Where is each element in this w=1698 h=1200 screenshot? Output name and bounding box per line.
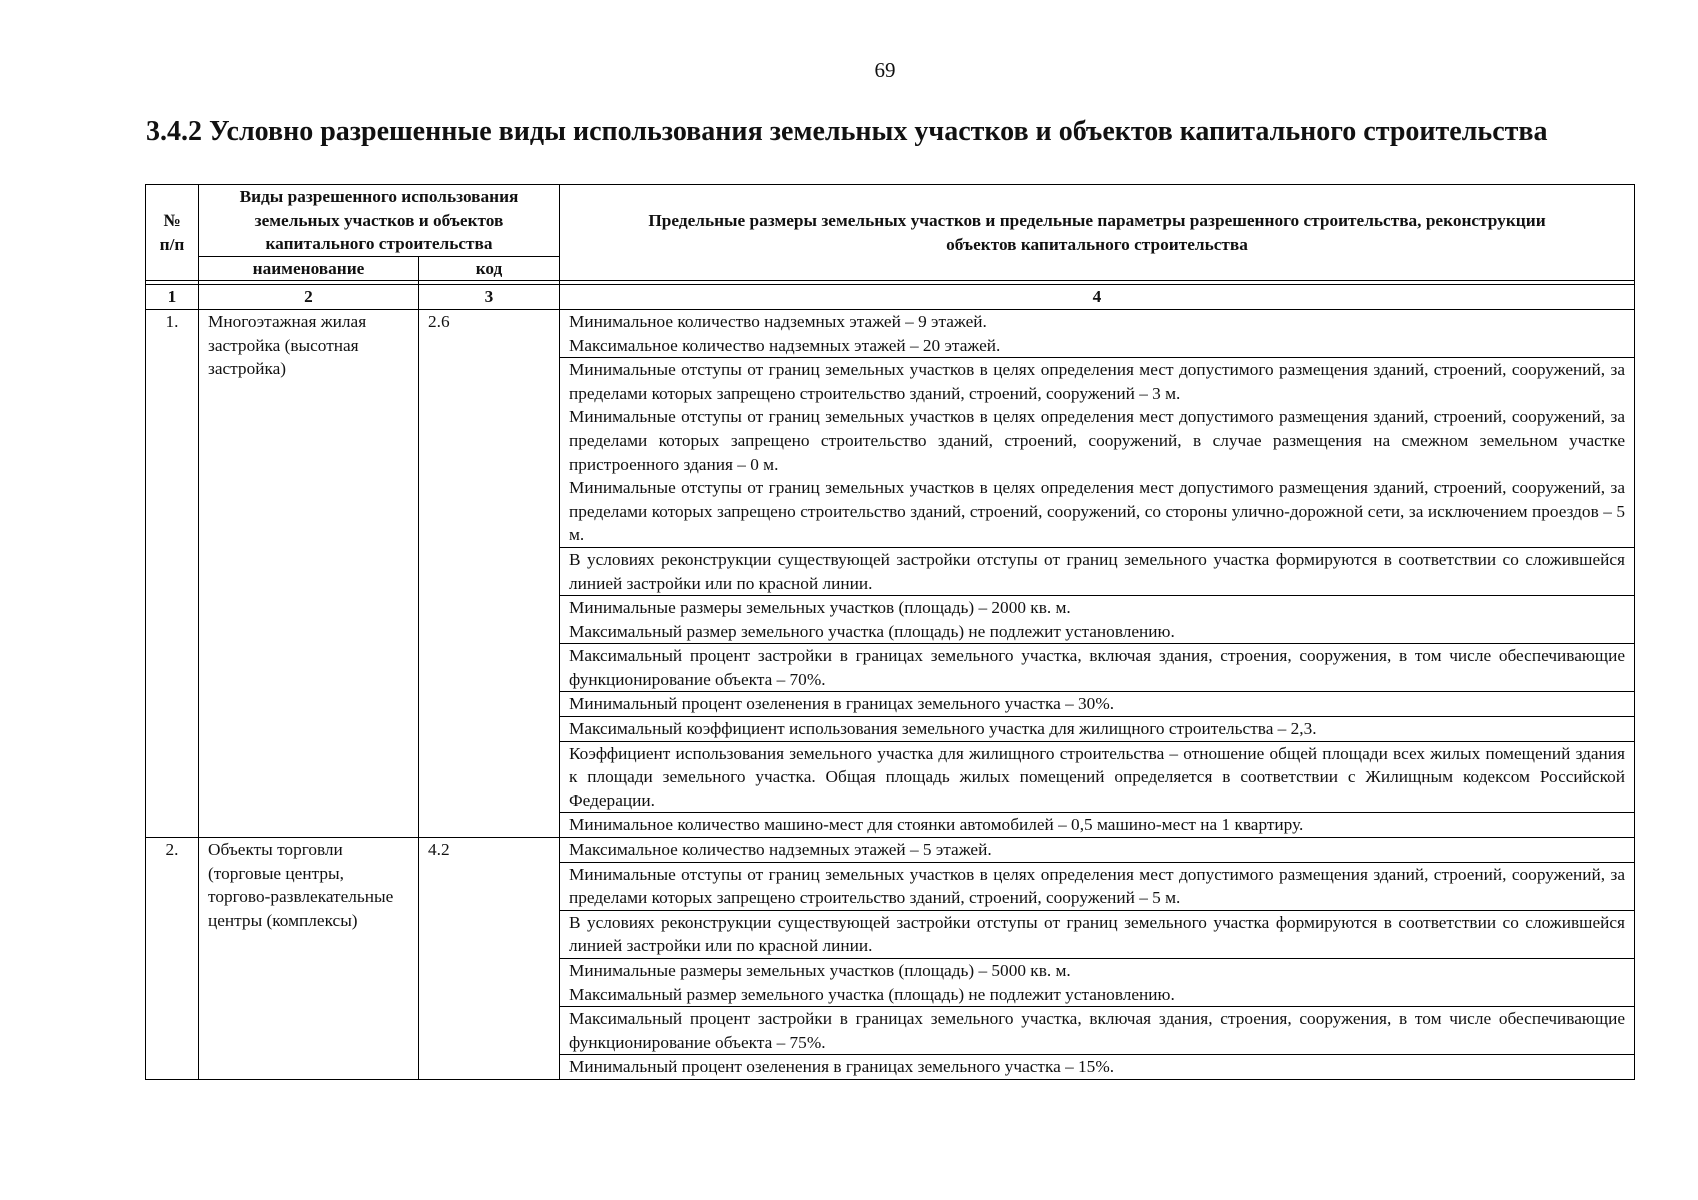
parameter-text: Максимальное количество надземных этажей – 5 этажей. — [569, 840, 992, 860]
column-number: 4 — [560, 285, 1635, 310]
parameter-text: Минимальное количество надземных этажей – 9 этажей. — [569, 311, 987, 331]
use-type-code: 2.6 — [419, 309, 560, 837]
parameter-cell — [560, 309, 1635, 357]
parameter-cell — [560, 910, 1635, 958]
parameter-text: Минимальные размеры земельных участков (площадь) – 5000 кв. м. — [569, 961, 1071, 980]
use-type-name: Многоэтажная жилая застройка (высотная застройка) — [199, 309, 419, 837]
parameter-text: Максимальное количество надземных этажей – 20 этажей. — [569, 335, 1001, 355]
parameter-cell — [560, 862, 1635, 910]
header-limits: Предельные размеры земельных участков и предельные параметры разрешенного строительства, реконструкции объектов капитального строительства — [560, 185, 1635, 281]
parameter-text: Минимальный процент озеленения в границах земельного участка – 15%. — [569, 1057, 1115, 1077]
parameter-text: Максимальный процент застройки в границах земельного участка, включая здания, строения, сооружения, в том числе обеспечивающие функционирование объекта – 75%. — [569, 1009, 1625, 1052]
parameter-text: Минимальные размеры земельных участков (площадь) – 2000 кв. м. — [569, 598, 1071, 618]
column-numbers-row — [146, 285, 1635, 310]
parameter-text: В условиях реконструкции существующей застройки отступы от границ земельного участка формируются в соответствии со сложившейся линией застройки или по красной линии. — [569, 549, 1625, 593]
parameter-text: Максимальный размер земельного участка (площадь) не подлежит установлению. — [569, 984, 1175, 1004]
table-row — [146, 838, 1635, 863]
page-number: 69 — [874, 58, 896, 82]
land-use-table — [145, 184, 1635, 1080]
parameter-cell — [560, 813, 1635, 838]
parameter-cell — [560, 644, 1635, 692]
parameter-text: Максимальный коэффициент использования земельного участка для жилищного строительства – 2,3. — [569, 719, 1317, 739]
row-number: 1. — [146, 309, 199, 837]
parameter-text: Минимальные отступы от границ земельных участков в целях определения мест допустимого размещения зданий, строений, сооружений, за пределами которых запрещено строительство зданий, строений, сооружений – 5 м. — [569, 864, 1625, 908]
use-type-name: Объекты торговли (торговые центры, торгово-развлекательные центры (комплексы) — [199, 838, 419, 1080]
row-number: 2. — [146, 838, 199, 1080]
header-types: Виды разрешенного использования земельных участков и объектов капитального строительства — [199, 185, 560, 257]
use-type-code: 4.2 — [419, 838, 560, 1080]
table-body — [146, 309, 1635, 1079]
section-title: 3.4.2 Условно разрешенные виды использования земельных участков и объектов капитального строительства — [146, 116, 1548, 147]
table-row — [146, 309, 1635, 357]
column-number: 3 — [419, 285, 560, 310]
parameter-cell — [560, 717, 1635, 742]
parameter-cell — [560, 1055, 1635, 1080]
parameter-text: Минимальное количество машино-мест для стоянки автомобилей – 0,5 машино-мест на 1 квартиру. — [569, 815, 1304, 835]
parameter-cell — [560, 358, 1635, 548]
parameter-cell — [560, 547, 1635, 595]
column-number: 1 — [146, 285, 199, 310]
parameter-cell — [560, 838, 1635, 863]
parameter-text: Коэффициент использования земельного участка для жилищного строительства – отношение общей площади всех жилых помещений здания к площади земельного участка. Общая площадь жилых помещений определяется в соответствии с Жилищным кодексом Российской Федерации. — [569, 743, 1625, 810]
parameter-cell — [560, 692, 1635, 717]
parameter-text: Минимальные отступы от границ земельных участков в целях определения мест допустимого размещения зданий, строений, сооружений, за пределами которых запрещено строительство зданий, строений, сооружений – 3 м. — [569, 360, 1625, 403]
header-name: наименование — [199, 256, 419, 281]
parameter-cell — [560, 959, 1635, 1007]
parameter-text: Минимальный процент озеленения в границах земельного участка – 30%. — [569, 694, 1115, 714]
header-code: код — [419, 256, 560, 281]
parameter-text: Максимальный размер земельного участка (площадь) не подлежит установлению. — [569, 621, 1175, 641]
parameter-cell — [560, 596, 1635, 644]
header-no: № п/п — [146, 185, 199, 281]
parameter-text: Минимальные отступы от границ земельных участков в целях определения мест допустимого размещения зданий, строений, сооружений, за пределами которых запрещено строительство зданий, строений, сооружений, в случае размещения на смежном земельном участке пристроенного здания – 0 м. — [569, 407, 1625, 474]
parameter-text: В условиях реконструкции существующей застройки отступы от границ земельного участка формируются в соответствии со сложившейся линией застройки или по красной линии. — [569, 912, 1625, 956]
parameter-cell — [560, 1007, 1635, 1055]
parameter-text: Минимальные отступы от границ земельных участков в целях определения мест допустимого размещения зданий, строений, сооружений, за пределами которых запрещено строительство зданий, строений, сооружений, со стороны улично-дорожной сети, за исключением проездов – 5 м. — [569, 478, 1625, 545]
parameter-text: Максимальный процент застройки в границах земельного участка, включая здания, строения, сооружения, в том числе обеспечивающие функционирование объекта – 70%. — [569, 646, 1625, 689]
parameter-cell — [560, 741, 1635, 813]
column-number: 2 — [199, 285, 419, 310]
